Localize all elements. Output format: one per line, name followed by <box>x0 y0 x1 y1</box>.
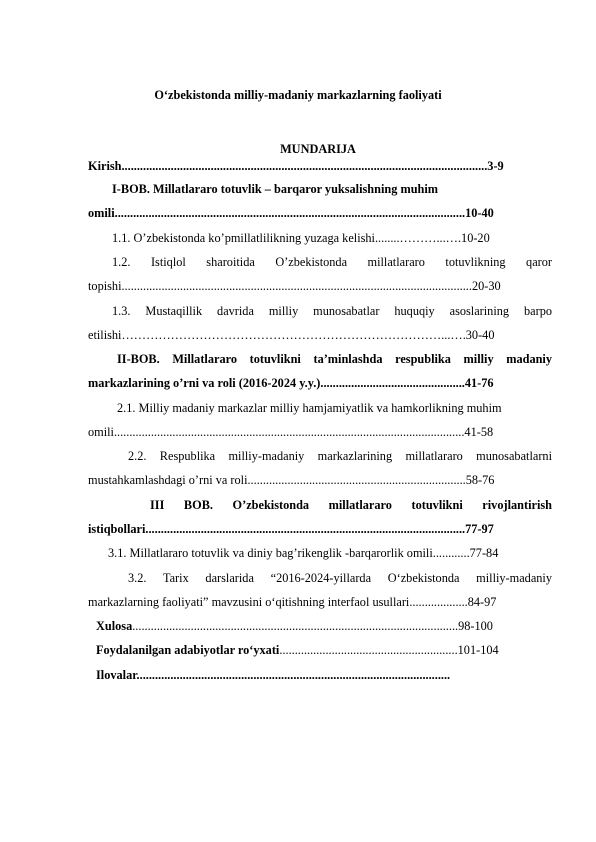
toc-entry-section-1-3-title[interactable]: 1.3. Mustaqillik davrida milliy munosabatlar huquqiy asoslarining barpo <box>112 304 552 318</box>
toc-entry-chapter-2-title[interactable]: II-BOB. Millatlararo totuvlikni ta’minlashda respublika milliy madaniy <box>117 352 552 366</box>
toc-entry-section-2-2-page[interactable]: mustahkamlashdagi o’rni va roli.......................................................................58-76 <box>88 473 495 487</box>
toc-entry-chapter-2-page[interactable]: markazlarining o’rni va roli (2016-2024 y.y.)...............................................41-76 <box>88 376 494 390</box>
toc-entry-section-1-3-page[interactable]: etilishi……………………………………………………………………...….30-40 <box>88 328 495 342</box>
toc-entry-xulosa-page: ..........................................................................................................98-100 <box>132 619 493 633</box>
toc-entry-chapter-3-title[interactable]: III BOB. O’zbekistonda millatlararo totuvlikni rivojlantirish <box>150 498 552 512</box>
toc-entry-adabiyotlar[interactable] <box>96 642 552 658</box>
toc-entry-chapter-1-page[interactable]: omili..................................................................................................................10-40 <box>88 206 494 220</box>
toc-entry-section-2-1-title[interactable]: 2.1. Milliy madaniy markazlar milliy hamjamiyatlik va hamkorlikning muhim <box>117 401 502 415</box>
toc-entry-section-1-1[interactable]: 1.1. O’zbekistonda ko’pmillatlilikning yuzaga kelishi........………...….10-20 <box>112 231 490 245</box>
toc-entry-section-1-2-title[interactable]: 1.2. Istiqlol sharoitida O’zbekistonda millatlararo totuvlikning qaror <box>112 255 552 269</box>
toc-entry-section-2-2-title[interactable]: 2.2. Respublika milliy-madaniy markazlarining millatlararo munosabatlarni <box>128 449 552 463</box>
toc-entry-section-3-2-page[interactable]: markazlarning faoliyati” mavzusini o‘qitishning interfaol usullari...................84-97 <box>88 595 497 609</box>
toc-entry-adabiyotlar-page: ..........................................................101-104 <box>279 643 499 657</box>
toc-entry-section-3-1[interactable]: 3.1. Millatlararo totuvlik va diniy bag’rikenglik -barqarorlik omili............77-84 <box>108 546 499 560</box>
toc-entry-xulosa-label: Xulosa <box>96 619 133 633</box>
toc-heading: MUNDARIJA <box>280 142 356 156</box>
toc-entry-kirish[interactable]: Kirish.......................................................................................................................3-9 <box>88 159 504 173</box>
toc-entry-section-1-2-page[interactable]: topishi..................................................................................................................20-30 <box>88 279 501 293</box>
toc-entry-xulosa[interactable] <box>96 618 552 634</box>
toc-entry-chapter-1-title[interactable]: I-BOB. Millatlararo totuvlik – barqaror yuksalishning muhim <box>112 182 439 196</box>
toc-entry-adabiyotlar-label: Foydalanilgan adabiyotlar ro‘yxati <box>96 643 280 657</box>
document-title: O‘zbekistonda milliy-madaniy markazlarning faoliyati <box>154 88 442 102</box>
toc-entry-chapter-3-page[interactable]: istiqbollari........................................................................................................77-97 <box>88 522 494 536</box>
toc-entry-ilovalar[interactable]: Ilovalar...................................................................................................... <box>96 668 451 682</box>
toc-entry-section-3-2-title[interactable]: 3.2. Tarix darslarida “2016-2024-yillarda O‘zbekistonda milliy-madaniy <box>128 571 552 585</box>
toc-entry-section-2-1-page[interactable]: omili..................................................................................................................41-58 <box>88 425 494 439</box>
